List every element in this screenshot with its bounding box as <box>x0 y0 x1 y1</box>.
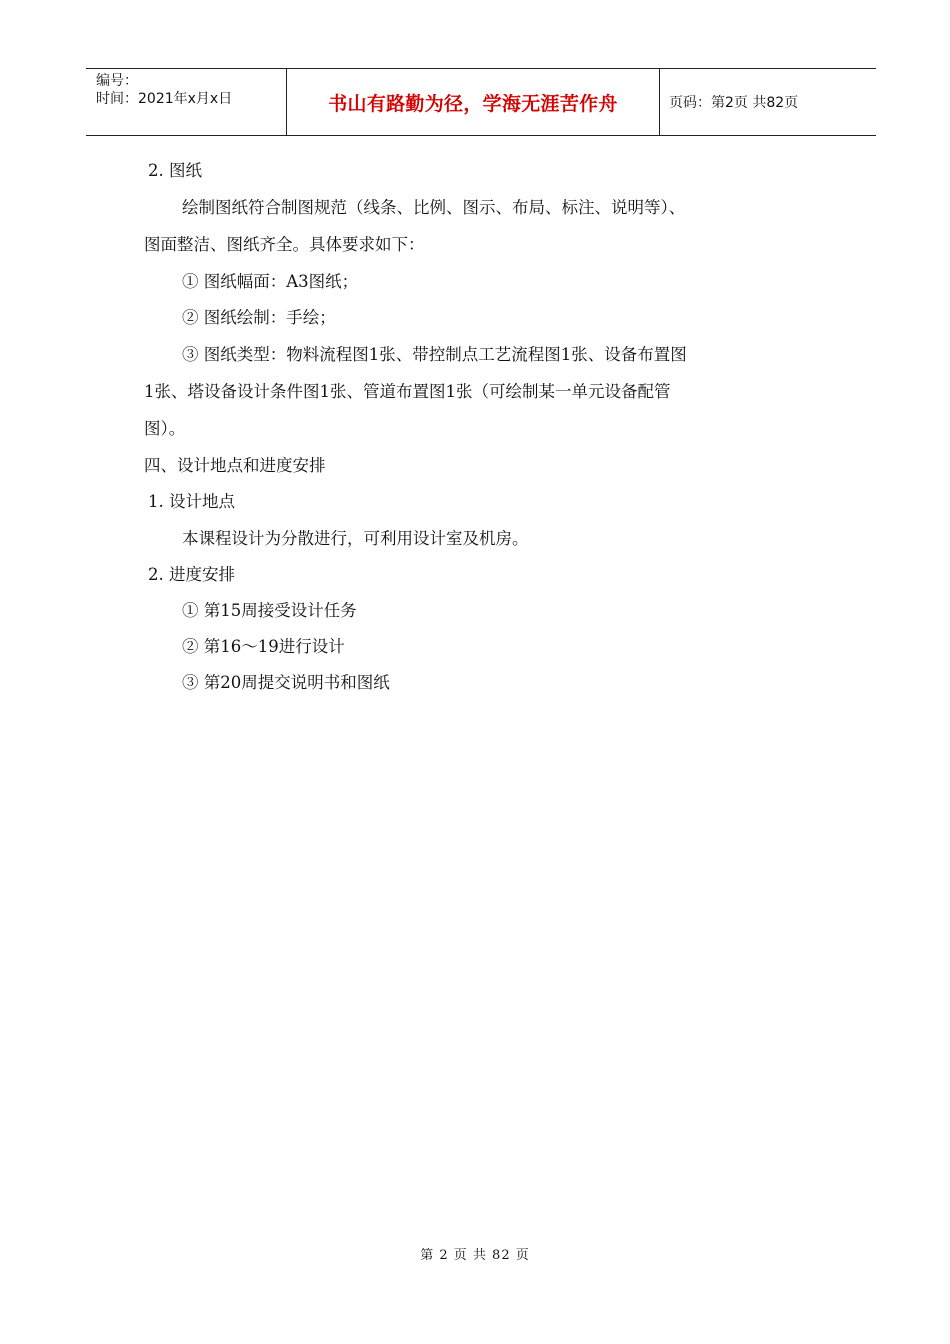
list-item: ② 图纸绘制：手绘； <box>182 308 336 327</box>
paragraph-line: 图）。 <box>144 419 186 438</box>
paragraph-line: 本课程设计为分散进行，可利用设计室及机房。 <box>182 529 529 548</box>
document-number-label: 编号： <box>96 73 138 89</box>
list-item: ③ 图纸类型：物料流程图1张、带控制点工艺流程图1张、设备布置图 <box>182 345 687 364</box>
header-motto-cell <box>287 69 660 135</box>
paragraph-line: 1张、塔设备设计条件图1张、管道布置图1张（可绘制某一单元设备配管 <box>144 382 671 401</box>
list-item: ① 图纸幅面：A3图纸； <box>182 272 359 291</box>
document-time-label: 时间：2021年x月x日 <box>96 91 233 107</box>
paragraph-line: 绘制图纸符合制图规范（线条、比例、图示、布局、标注、说明等）、 <box>182 198 686 217</box>
page-footer: 第 2 页 共 82 页 <box>420 1248 530 1263</box>
list-item: ① 第15周接受设计任务 <box>182 601 357 620</box>
header-page-cell <box>660 69 876 135</box>
header-motto: 书山有路勤为径，学海无涯苦作舟 <box>328 92 618 115</box>
section-heading-schedule: 四、设计地点和进度安排 <box>144 456 326 475</box>
list-item: ③ 第20周提交说明书和图纸 <box>182 673 390 692</box>
paragraph-line: 图面整洁、图纸齐全。具体要求如下： <box>144 235 425 254</box>
subsection-heading-progress: 2. 进度安排 <box>148 565 235 584</box>
header-page-info: 页码：第2页 共82页 <box>669 95 799 111</box>
list-item: ② 第16～19进行设计 <box>182 637 345 656</box>
header-meta-cell <box>86 69 287 135</box>
page-header <box>86 68 876 136</box>
section-heading-drawings: 2. 图纸 <box>148 161 202 180</box>
subsection-heading-location: 1. 设计地点 <box>148 492 235 511</box>
